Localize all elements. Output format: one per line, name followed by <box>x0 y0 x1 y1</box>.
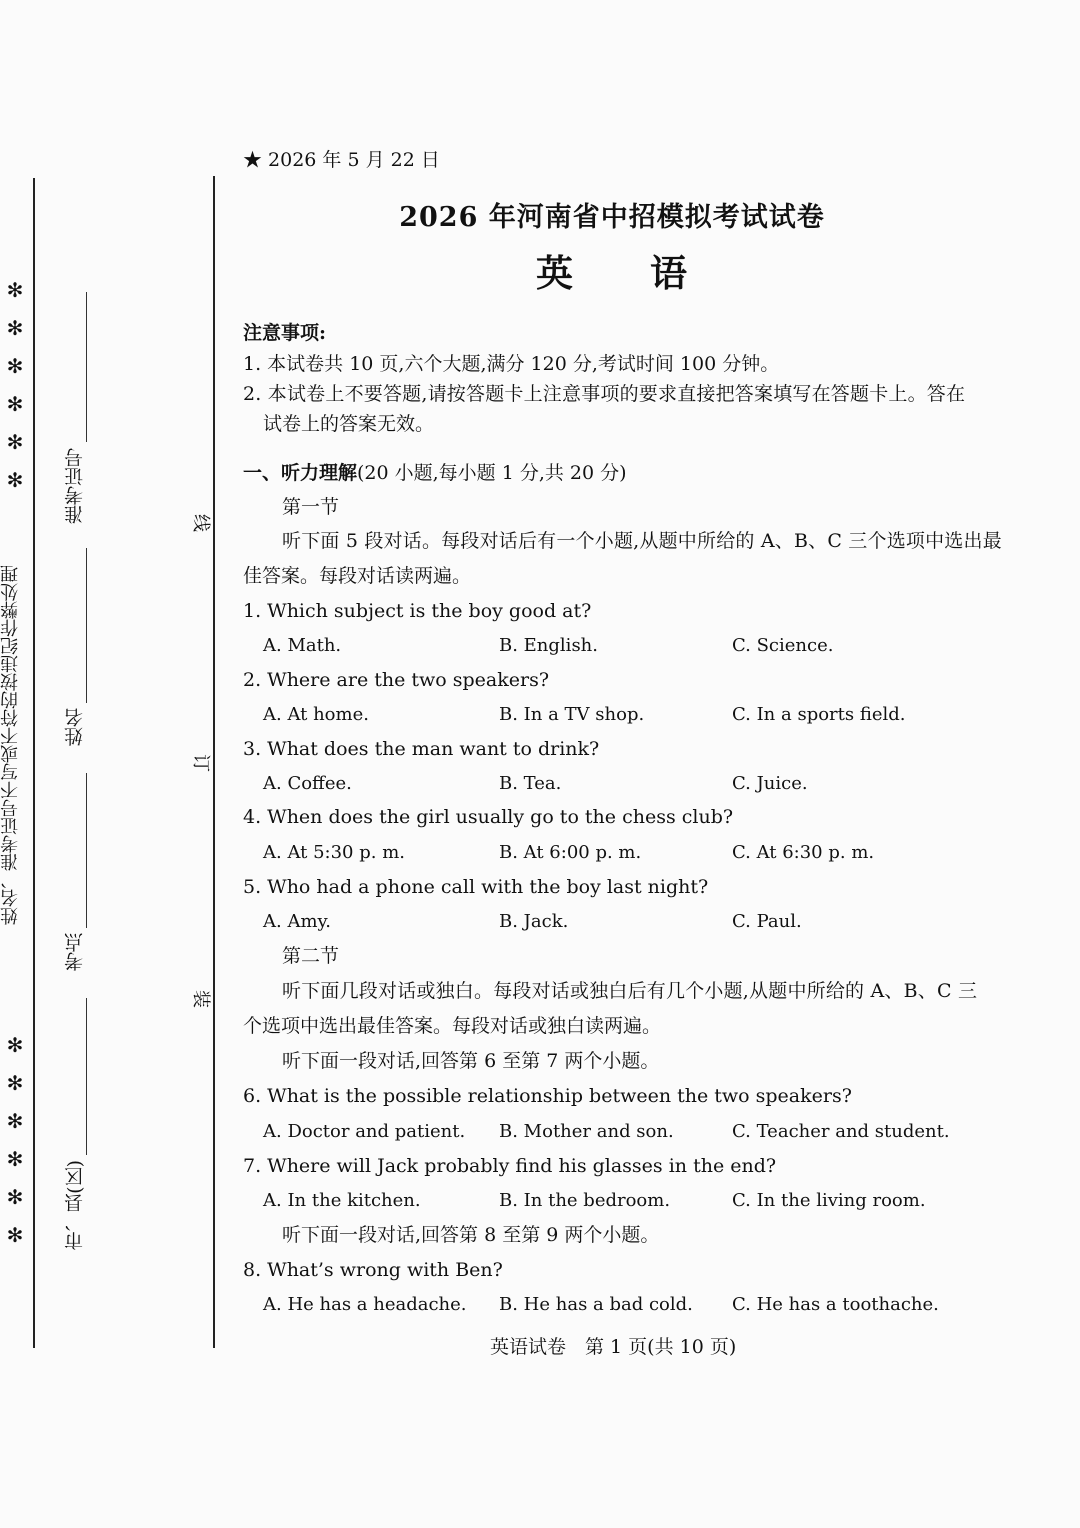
section-heading <box>243 462 627 485</box>
q2-option-c[interactable]: C. In a sports field. <box>732 704 906 725</box>
q4-option-b[interactable]: B. At 6:00 p. m. <box>499 842 642 863</box>
notice-heading: 注意事项: <box>243 322 327 344</box>
question-1: 1. Which subject is the boy good at? <box>243 600 592 622</box>
exam-title: 2026 年河南省中招模拟考试试卷 <box>399 202 825 233</box>
exam-number-label: 准考证号 <box>64 448 86 524</box>
q6-option-c[interactable]: C. Teacher and student. <box>732 1121 950 1142</box>
dialog-6-7-instruction: 听下面一段对话,回答第 6 至第 7 两个小题。 <box>282 1050 660 1072</box>
name-label: 姓名 <box>64 708 86 746</box>
q8-option-b[interactable]: B. He has a bad cold. <box>499 1294 693 1315</box>
exam-date: ★ 2026 年 5 月 22 日 <box>243 149 440 171</box>
q1-option-c[interactable]: C. Science. <box>732 635 834 656</box>
binding-label-zhuang: 装 <box>190 990 211 1008</box>
q7-option-a[interactable]: A. In the kitchen. <box>263 1190 421 1211</box>
county-field[interactable] <box>86 998 87 1155</box>
binding-label-ding: 订 <box>190 754 211 772</box>
subject-char-right: 语 <box>650 251 688 295</box>
q6-option-b[interactable]: B. Mother and son. <box>499 1121 674 1142</box>
q5-option-a[interactable]: A. Amy. <box>263 911 332 932</box>
dialog-8-9-instruction: 听下面一段对话,回答第 8 至第 9 两个小题。 <box>282 1224 660 1246</box>
question-7: 7. Where will Jack probably find his glasses in the end? <box>243 1155 777 1177</box>
star-icon: ✻ <box>6 354 24 378</box>
question-6: 6. What is the possible relationship between the two speakers? <box>243 1085 852 1107</box>
star-icon: ✻ <box>6 1109 24 1133</box>
exam-site-field[interactable] <box>86 773 87 928</box>
q8-option-a[interactable]: A. He has a headache. <box>263 1294 467 1315</box>
star-icon: ✻ <box>6 1071 24 1095</box>
exam-number-field[interactable] <box>86 292 87 442</box>
notice-item-1: 1. 本试卷共 10 页,六个大题,满分 120 分,考试时间 100 分钟。 <box>243 353 780 375</box>
q4-option-c[interactable]: C. At 6:30 p. m. <box>732 842 875 863</box>
binding-label-xian: 线 <box>190 514 211 532</box>
notice-item-2: 2. 本试卷上不要答题,请按答题卡上注意事项的要求直接把答案填写在答题卡上。答在 <box>243 383 966 405</box>
section-heading-title: 一、听力理解 <box>243 462 358 484</box>
q8-option-c[interactable]: C. He has a toothache. <box>732 1294 939 1315</box>
part-2-instructions-cont: 个选项中选出最佳答案。每段对话或独白读两遍。 <box>243 1015 662 1037</box>
part-1-instructions-cont: 佳答案。每段对话读两遍。 <box>243 565 472 587</box>
q2-option-b[interactable]: B. In a TV shop. <box>499 704 645 725</box>
q4-option-a[interactable]: A. At 5:30 p. m. <box>263 842 405 863</box>
left-margin-line <box>33 178 35 1348</box>
exam-site-label: 考点 <box>64 933 86 971</box>
q1-option-b[interactable]: B. English. <box>499 635 598 656</box>
star-icon: ✻ <box>6 278 24 302</box>
star-icon: ✻ <box>6 1223 24 1247</box>
star-icon: ✻ <box>6 392 24 416</box>
question-3: 3. What does the man want to drink? <box>243 738 600 760</box>
star-icon: ✻ <box>6 430 24 454</box>
q7-option-b[interactable]: B. In the bedroom. <box>499 1190 671 1211</box>
question-4: 4. When does the girl usually go to the chess club? <box>243 806 734 828</box>
question-8: 8. What’s wrong with Ben? <box>243 1259 503 1281</box>
q2-option-a[interactable]: A. At home. <box>263 704 369 725</box>
cheating-warning: 姓名、准考证号不写或不符的按违纪作弊处理 <box>0 565 21 925</box>
part-2-title: 第二节 <box>282 945 340 967</box>
star-icon: ✻ <box>6 1147 24 1171</box>
county-label: 市、县(区) <box>64 1160 86 1251</box>
q3-option-a[interactable]: A. Coffee. <box>263 773 352 794</box>
q5-option-c[interactable]: C. Paul. <box>732 911 802 932</box>
section-heading-detail: (20 小题,每小题 1 分,共 20 分) <box>357 462 627 484</box>
name-field[interactable] <box>86 548 87 703</box>
question-2: 2. Where are the two speakers? <box>243 669 550 691</box>
q5-option-b[interactable]: B. Jack. <box>499 911 569 932</box>
q3-option-c[interactable]: C. Juice. <box>732 773 808 794</box>
q6-option-a[interactable]: A. Doctor and patient. <box>263 1121 466 1142</box>
q1-option-a[interactable]: A. Math. <box>263 635 342 656</box>
part-1-instructions: 听下面 5 段对话。每段对话后有一个小题,从题中所给的 A、B、C 三个选项中选出最 <box>282 530 1002 552</box>
q7-option-c[interactable]: C. In the living room. <box>732 1190 926 1211</box>
q3-option-b[interactable]: B. Tea. <box>499 773 562 794</box>
star-icon: ✻ <box>6 316 24 340</box>
star-icon: ✻ <box>6 1033 24 1057</box>
question-5: 5. Who had a phone call with the boy last night? <box>243 876 709 898</box>
star-icon: ✻ <box>6 1185 24 1209</box>
subject-char-left: 英 <box>536 251 574 295</box>
subject-title <box>0 243 1080 297</box>
notice-item-2-cont: 试卷上的答案无效。 <box>263 413 435 435</box>
part-2-instructions: 听下面几段对话或独白。每段对话或独白后有几个小题,从题中所给的 A、B、C 三 <box>282 980 978 1002</box>
page-footer: 英语试卷 第 1 页(共 10 页) <box>490 1336 737 1358</box>
part-1-title: 第一节 <box>282 496 340 518</box>
star-icon: ✻ <box>6 468 24 492</box>
